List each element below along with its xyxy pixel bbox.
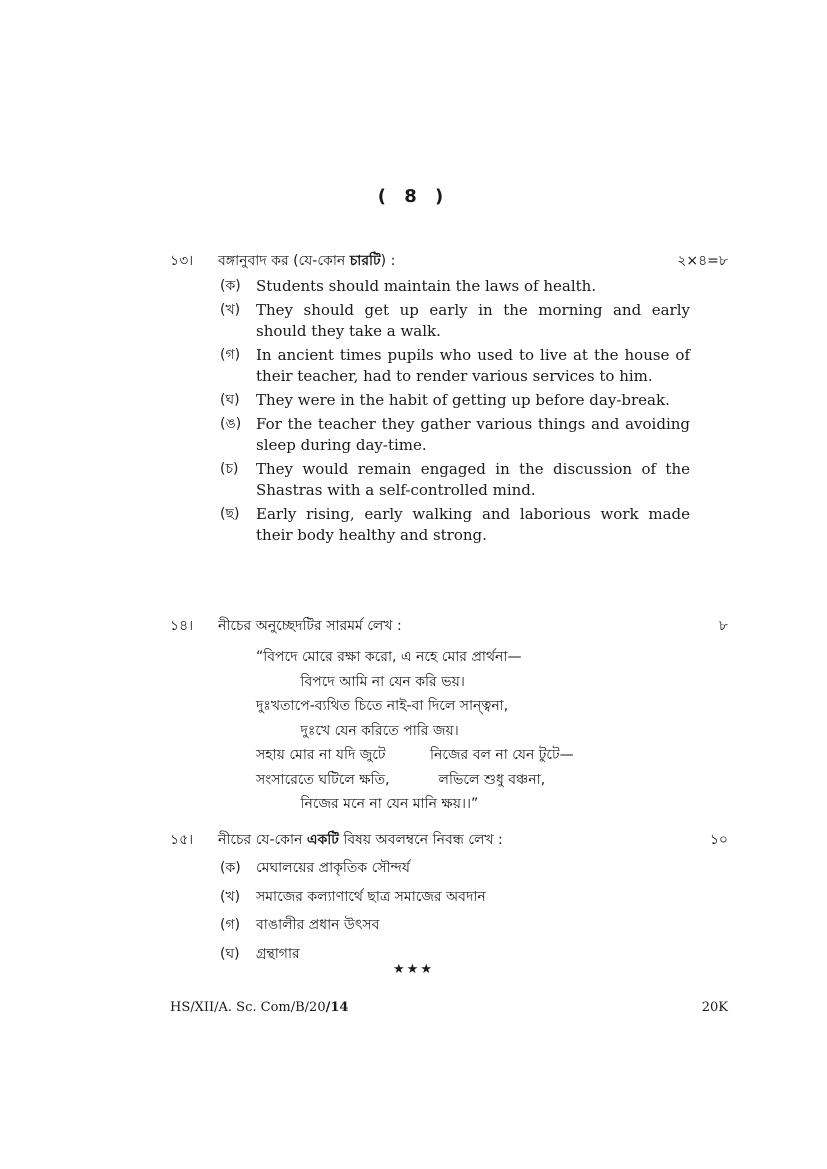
item-text: For the teacher they gather various things and avoiding sleep during day-time. (256, 415, 690, 454)
paper-code: HS/XII/A. Sc. Com/B/20 (170, 1000, 326, 1015)
instruction: নীচের যে-কোন (218, 832, 307, 848)
list-item (220, 856, 486, 885)
item-text: গ্রন্থাগার (256, 945, 300, 962)
instruction-emphasis: চারটি (349, 253, 381, 269)
list-item (220, 913, 486, 942)
instruction: নীচের অনুচ্ছেদটির সারমর্ম লেখ : (218, 618, 402, 634)
poem-line: দুঃখতাপে-ব্যথিত চিতে নাই-বা দিলে সান্ত্বনা, (256, 698, 509, 714)
marks: ২×৪=৮ (677, 253, 728, 269)
item-label: (চ) (220, 461, 239, 477)
instruction: বঙ্গানুবাদ কর (যে-কোন (218, 253, 350, 269)
instruction-end: বিষয় অবলম্বনে নিবন্ধ লেখ : (338, 832, 503, 848)
instruction-end: ) : (380, 253, 396, 269)
list-item (220, 345, 690, 387)
poem-line: নিজের মনে না যেন মানি ক্ষয়।।” (256, 796, 479, 812)
item-text: They were in the habit of getting up before day-break. (256, 391, 670, 409)
list-item (220, 885, 486, 914)
item-label: (গ) (220, 347, 241, 363)
list-item (220, 390, 690, 411)
paper-code-suffix: /14 (325, 1000, 349, 1015)
question-15-items (220, 856, 486, 970)
item-label: (ক) (220, 278, 241, 294)
question-number: ১৪। (170, 618, 194, 634)
question-13-heading (170, 249, 728, 273)
item-text: They should get up early in the morning and early should they take a walk. (256, 301, 690, 340)
item-label: (ঘ) (220, 392, 240, 408)
poem-line: সহায় মোর না যদি জুটে নিজের বল না যেন টুটে— (256, 747, 574, 763)
marks: ১০ (709, 832, 728, 848)
item-text: In ancient times pupils who used to live at the house of their teacher, had to render various services to him. (256, 346, 690, 385)
marks: ৮ (718, 618, 728, 634)
page-number: ( 8 ) (377, 186, 450, 207)
item-label: (ক) (220, 860, 241, 876)
list-item (220, 414, 690, 456)
item-text: মেঘালয়ের প্রাকৃতিক সৌন্দর্য (256, 860, 410, 876)
item-label: (খ) (220, 302, 241, 318)
item-label: (ঙ) (220, 416, 242, 432)
question-15-heading (170, 828, 728, 852)
item-label: (খ) (220, 888, 241, 905)
footer (170, 1000, 728, 1015)
item-text: Early rising, early walking and laborious work made their body healthy and strong. (256, 505, 690, 544)
question-14-heading (170, 614, 728, 638)
poem-passage (256, 645, 574, 817)
item-label: (ঘ) (220, 945, 240, 962)
item-text: বাঙালীর প্রধান উৎসব (256, 917, 380, 933)
question-number: ১৫। (170, 832, 194, 848)
instruction-emphasis: একটি (306, 832, 339, 848)
list-item (220, 276, 690, 297)
item-label: (ছ) (220, 506, 240, 522)
list-item (220, 504, 690, 546)
poem-line: “বিপদে মোরে রক্ষা করো, এ নহে মোর প্রার্থনা— (256, 649, 522, 665)
end-stars: ★★★ (393, 962, 434, 977)
poem-line: সংসারেতে ঘটিলে ক্ষতি, লভিলে শুধু বঞ্চনা, (256, 771, 546, 788)
item-text: সমাজের কল্যাণার্থে ছাত্র সমাজের অবদান (256, 888, 486, 905)
question-13-items (220, 276, 690, 549)
list-item (220, 300, 690, 342)
print-count: 20K (701, 1000, 728, 1015)
poem-line: দুঃখে যেন করিতে পারি জয়। (256, 722, 459, 739)
item-text: They would remain engaged in the discussion of the Shastras with a self-controlled mind. (256, 460, 690, 499)
item-label: (গ) (220, 917, 241, 933)
item-text: Students should maintain the laws of health. (256, 277, 597, 295)
question-number: ১৩। (170, 253, 194, 269)
list-item (220, 459, 690, 501)
poem-line: বিপদে আমি না যেন করি ভয়। (256, 673, 465, 690)
